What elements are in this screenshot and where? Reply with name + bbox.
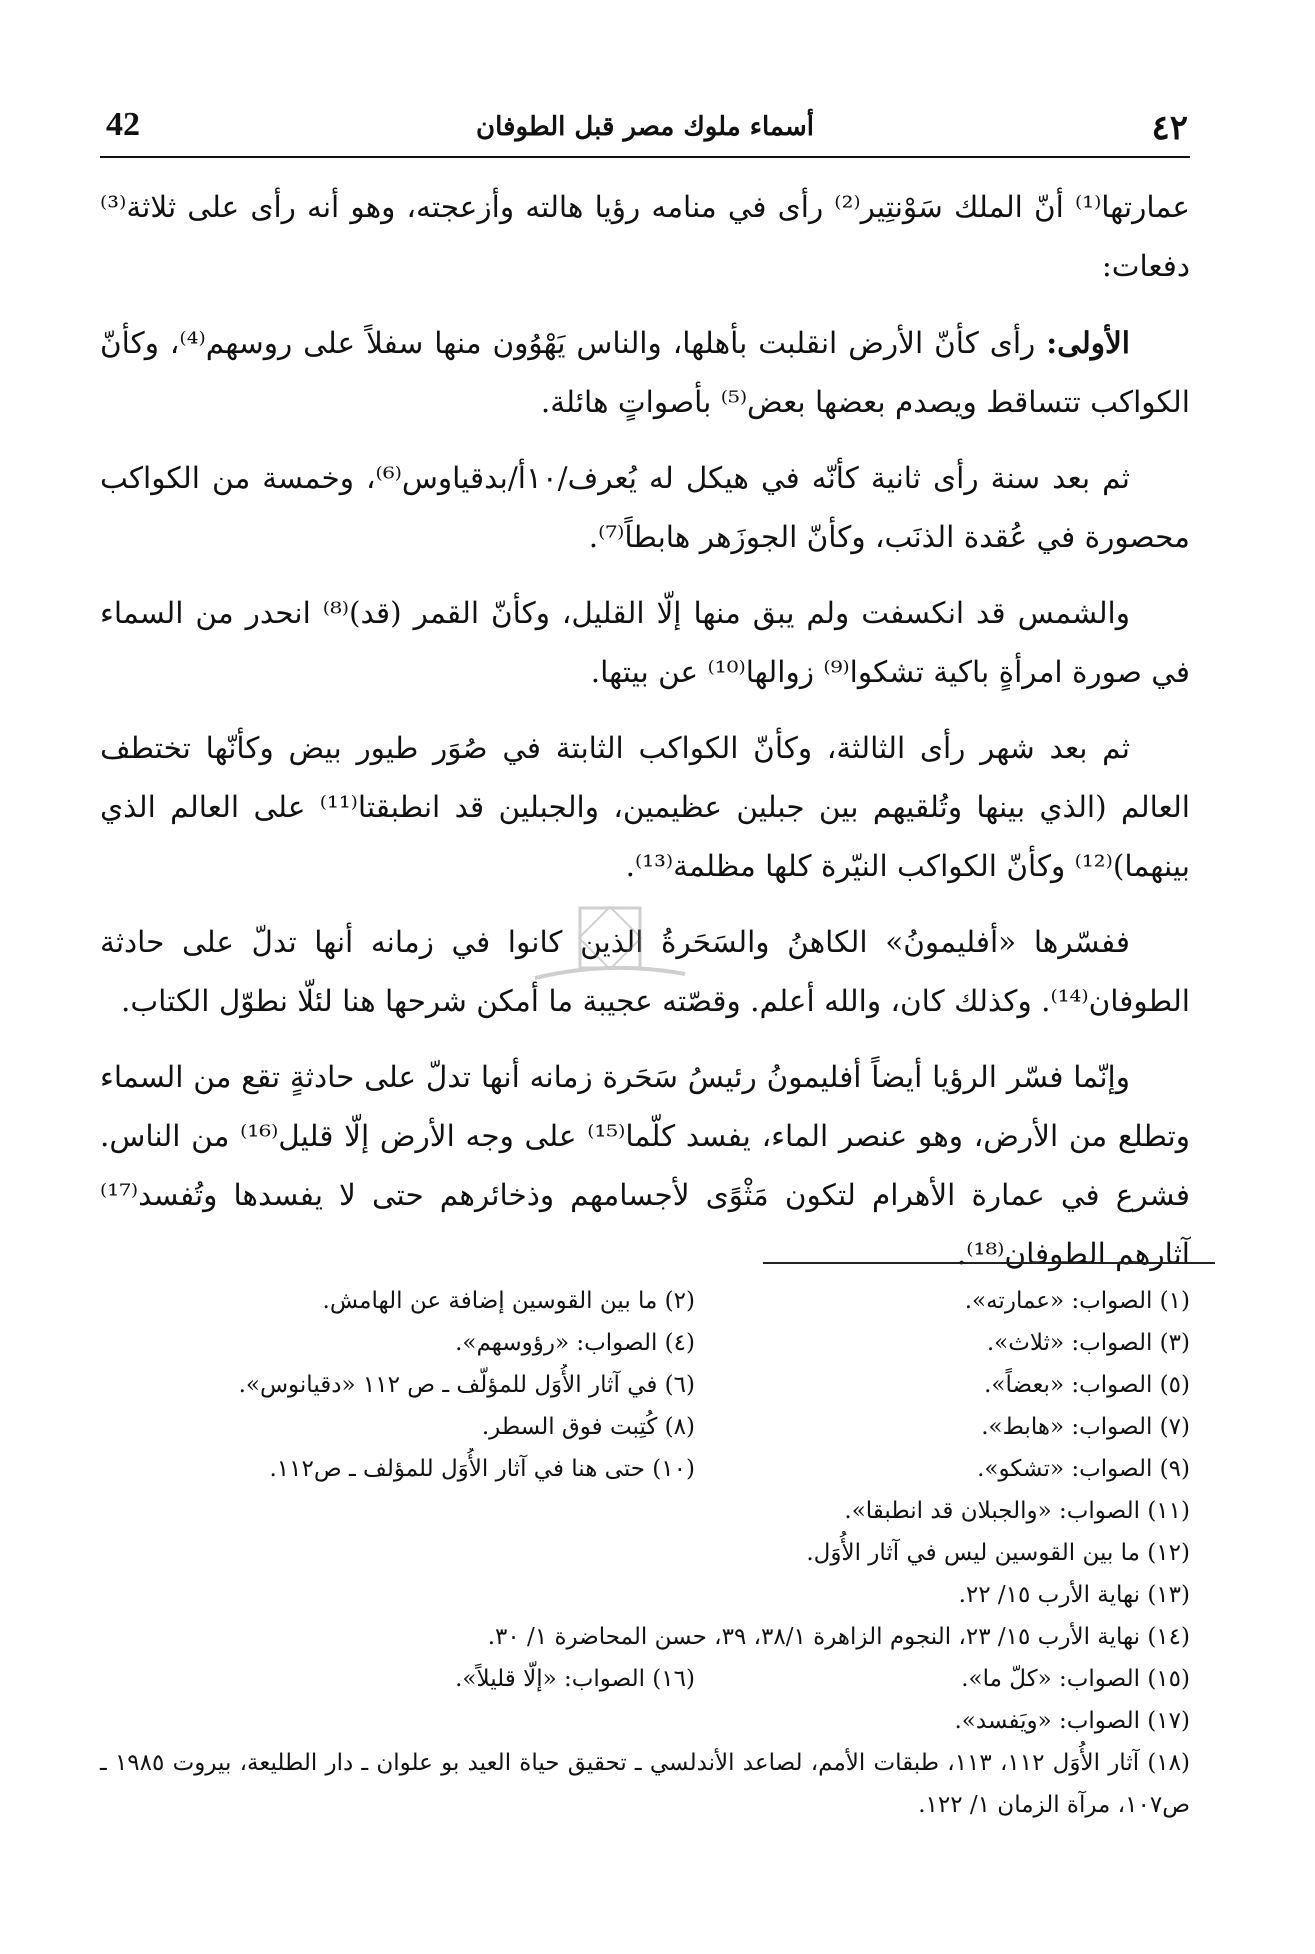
footnote: (١١) الصواب: «والجبلان قد انطبقا». bbox=[844, 1498, 1190, 1524]
paragraph: عمارتها⁽¹⁾ أنّ الملك سَوْنتِير⁽²⁾ رأى في منامه رؤيا هالته وأزعجته، وهو أنه رأى على ثلاثة⁽³⁾ دفعات: bbox=[100, 190, 1190, 283]
footnote-row bbox=[100, 1658, 1190, 1700]
footnote-row bbox=[100, 1448, 1190, 1490]
page-number: 42 bbox=[106, 106, 140, 143]
footnote: (١٠) حتى هنا في آثار الأُوَل للمؤلف ـ ص١١٢. bbox=[269, 1456, 695, 1482]
footnote-row bbox=[100, 1406, 1190, 1448]
footnotes bbox=[100, 1280, 1190, 1826]
footnote: (٨) كُتِبت فوق السطر. bbox=[481, 1414, 695, 1440]
footnote: (١٥) الصواب: «كلّ ما». bbox=[961, 1666, 1190, 1692]
footnote: (٤) الصواب: «رؤوسهم». bbox=[455, 1330, 695, 1356]
page-number-arabic: ٤٢ bbox=[1151, 108, 1188, 148]
paragraph-text: رأى كأنّ الأرض انقلبت بأهلها، والناس يَهْوُون منها سفلاً على روسهم⁽⁴⁾، وكأنّ الكواكب تتساقط ويصدم بعضها بعض⁽⁵⁾ بأصواتٍ هائلة. bbox=[100, 326, 1190, 419]
paragraph: وإنّما فسّر الرؤيا أيضاً أفليمونُ رئيسُ سَحَرة زمانه أنها تدلّ على حادثةٍ تقع من السماء وتطلع من الأرض، وهو عنصر الماء، يفسد كلّما⁽¹⁵⁾ على وجه الأرض إلّا قليل⁽¹⁶⁾ من الناس. فشرع في عمارة الأهرام لتكون مَثْوًى لأجسامهم وذخائرهم حتى لا يفسدها وتُفسد⁽¹⁷⁾ آثارهم الطوفان⁽¹⁸⁾. bbox=[100, 1060, 1190, 1271]
footnote: (١٢) ما بين القوسين ليس في آثار الأُوَل. bbox=[806, 1540, 1190, 1566]
footnote-divider bbox=[763, 1262, 1215, 1264]
footnote-row bbox=[100, 1322, 1190, 1364]
paragraph bbox=[100, 313, 1190, 432]
page-header bbox=[100, 102, 1190, 158]
footnote: (٩) الصواب: «تشكو». bbox=[977, 1456, 1190, 1482]
paragraph: ففسّرها «أفليمونُ» الكاهنُ والسَحَرةُ الذين كانوا في زمانه أنها تدلّ على حادثة الطوفان⁽¹⁴⁾. وكذلك كان، والله أعلم. وقصّته عجيبة ما أمكن شرحها هنا لئلّا نطوّل الكتاب. bbox=[100, 925, 1190, 1018]
footnote: (٦) في آثار الأُوَل للمؤلّف ـ ص ١١٢ «دقيانوس». bbox=[238, 1372, 695, 1398]
footnote: (٢) ما بين القوسين إضافة عن الهامش. bbox=[322, 1288, 695, 1314]
footnote: (٣) الصواب: «ثلاث». bbox=[986, 1330, 1190, 1356]
footnote: (١) الصواب: «عمارته». bbox=[964, 1288, 1190, 1314]
footnote-row bbox=[100, 1364, 1190, 1406]
main-text bbox=[100, 178, 1190, 1301]
footnote: (٥) الصواب: «بعضاً». bbox=[984, 1372, 1190, 1398]
paragraph: ثم بعد سنة رأى ثانية كأنّه في هيكل له يُعرف/١٠أ/بدقياوس⁽⁶⁾، وخمسة من الكواكب محصورة في عُقدة الذنَب، وكأنّ الجوزَهر هابطاً⁽⁷⁾. bbox=[100, 461, 1190, 554]
footnote-row bbox=[100, 1280, 1190, 1322]
footnote: (٧) الصواب: «هابط». bbox=[981, 1414, 1190, 1440]
footnote: (١٨) آثار الأُوَل ١١٢، ١١٣، طبقات الأمم، لصاعد الأندلسي ـ تحقيق حياة العيد بو علوان ـ دار الطليعة، بيروت ١٩٨٥ ـ ص١٠٧، مرآة الزمان ١/ ١٢٢. bbox=[100, 1750, 1190, 1818]
footnote: (١٧) الصواب: «ويَفسد». bbox=[954, 1708, 1190, 1734]
footnote: (١٦) الصواب: «إلّا قليلاً». bbox=[455, 1666, 695, 1692]
header-rule bbox=[100, 156, 1190, 158]
paragraph: ثم بعد شهر رأى الثالثة، وكأنّ الكواكب الثابتة في صُوَر طيور بيض وكأنّها تختطف العالم (الذي بينها وتُلقيهم بين جبلين عظيمين، والجبلين قد انطبقتا⁽¹¹⁾ على العالم الذي بينهما)⁽¹²⁾ وكأنّ الكواكب النيّرة كلها مظلمة⁽¹³⁾. bbox=[100, 731, 1191, 883]
footnote: (١٤) نهاية الأرب ١٥/ ٢٣، النجوم الزاهرة ٣٨/١، ٣٩، حسن المحاضرة ١/ ٣٠. bbox=[487, 1624, 1190, 1650]
running-title: أسماء ملوك مصر قبل الطوفان bbox=[476, 112, 814, 142]
footnote: (١٣) نهاية الأرب ١٥/ ٢٢. bbox=[958, 1582, 1190, 1608]
paragraph: والشمس قد انكسفت ولم يبق منها إلّا القليل، وكأنّ القمر (قد)⁽⁸⁾ انحدر من السماء في صورة امرأةٍ باكية تشكوا⁽⁹⁾ زوالها⁽¹⁰⁾ عن بيتها. bbox=[100, 596, 1190, 689]
lead-word: الأولى: bbox=[1046, 325, 1130, 360]
